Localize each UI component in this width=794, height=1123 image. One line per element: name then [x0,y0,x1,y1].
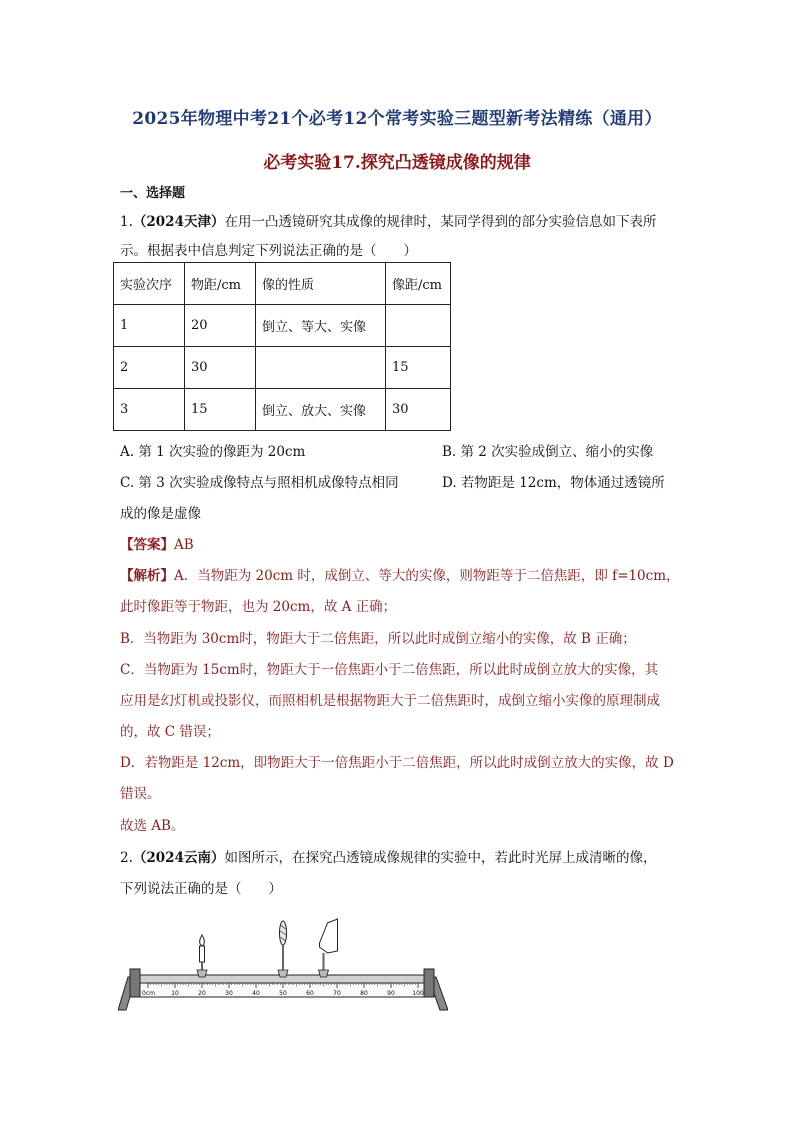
answer-line [120,533,194,553]
option-b: B. 第 2 次实验成倒立、缩小的实像 [442,444,654,460]
bench-right-post [424,969,434,997]
scale-tick-label: 20 [198,990,206,997]
lens-holder-base [278,970,288,977]
table-cell: 2 [114,347,185,389]
table-cell: 20 [185,305,256,347]
scale-tick-label: 50 [279,990,287,997]
analysis-line-3: B．当物距为 30cm时，物距大于二倍焦距，所以此时成倒立缩小的实像，故 B 正确； [120,631,636,647]
table-cell: 30 [386,389,451,431]
question-2-line-2: 下列说法正确的是（ ） [120,881,282,897]
table-cell [256,347,386,389]
question-number: 2. [120,850,133,866]
document-subtitle: 必考实验17.探究凸透镜成像的规律 [263,153,531,173]
table-cell: 15 [185,389,256,431]
candle-body [200,946,205,962]
table-cell: 1 [114,305,185,347]
scale-tick-label: 90 [387,990,395,997]
lens-holder-stem [282,945,284,970]
table-cell [386,305,451,347]
scale-tick-label: 80 [360,990,368,997]
analysis-line-8: 错误。 [120,786,161,802]
scale-tick-label: 100 [412,990,424,997]
light-screen [319,919,338,977]
question-source: （2024云南） [132,850,225,866]
question-text: 在用一凸透镜研究其成像的规律时，某同学得到的部分实验信息如下表所 [224,214,657,230]
analysis-line-7: D．若物距是 12cm，即物距大于一倍焦距小于二倍焦距，所以此时成倒立放大的实像，故 D [120,755,674,771]
table-header-cell: 像的性质 [256,263,386,305]
document-title: 2025年物理中考21个必考12个常考实验三题型新考法精练（通用） [132,109,662,129]
scale-tick-label: 60 [306,990,314,997]
option-d-continued: 成的像是虚像 [120,506,201,522]
table-cell: 倒立、放大、实像 [256,389,386,431]
table-header-cell: 实验次序 [114,263,185,305]
section-heading: 一、选择题 [120,186,186,201]
optical-bench-figure [118,905,448,1017]
question-source: （2024天津） [132,214,225,230]
analysis-label: 【解析】 [120,568,174,584]
question-1-line-1 [120,210,656,230]
table-cell: 30 [185,347,256,389]
scale-tick-label: 30 [225,990,233,997]
option-c: C. 第 3 次实验成像特点与照相机成像特点相同 [120,475,399,491]
table-row [114,347,451,389]
screen-holder-base [319,970,329,977]
scale-tick-label: 70 [333,990,341,997]
answer-value: AB [174,537,194,553]
bench-left-post [130,969,140,997]
analysis-line-2: 此时像距等于物距，也为 20cm，故 A 正确； [120,599,397,615]
table-row [114,305,451,347]
analysis-line-6: 的，故 C 错误； [120,724,220,740]
analysis-line-5: 应用是幻灯机或投影仪，而照相机是根据物距大于二倍焦距时，成倒立缩小实像的原理制成 [120,693,660,709]
question-1-line-2: 示。根据表中信息判定下列说法正确的是（ ） [120,243,417,259]
question-2-line-1 [120,846,656,866]
analysis-line-4: C．当物距为 15cm时，物距大于一倍焦距小于二倍焦距，所以此时成倒立放大的实像，其 [120,662,659,678]
analysis-text: A．当物距为 20cm 时，成倒立、等大的实像，则物距等于二倍焦距，即 f=10cm， [174,568,680,584]
experiment-table [113,262,451,431]
scale-tick-label: 10 [171,990,179,997]
table-cell: 倒立、等大、实像 [256,305,386,347]
option-d: D. 若物距是 12cm，物体通过透镜所 [442,475,665,491]
option-a: A. 第 1 次实验的像距为 20cm [120,444,306,460]
candle-holder-base [197,970,207,977]
conclusion-line: 故选 AB。 [120,818,185,834]
scale-tick-label: 40 [252,990,260,997]
table-cell: 15 [386,347,451,389]
analysis-line-1 [120,564,680,584]
question-text: 如图所示，在探究凸透镜成像规律的实验中，若此时光屏上成清晰的像， [224,850,657,866]
table-row [114,389,451,431]
flame-icon [200,935,205,946]
candle [197,935,207,977]
screen-holder-stem [323,953,325,970]
candle-holder-stem [201,962,203,970]
table-header-row [114,263,451,305]
table-header-cell: 像距/cm [386,263,451,305]
convex-lens [278,921,288,977]
screen-panel [320,919,338,953]
table-header-cell: 物距/cm [185,263,256,305]
answer-label: 【答案】 [120,537,174,553]
table-cell: 3 [114,389,185,431]
scale-unit-label: 0cm [142,990,155,997]
question-number: 1. [120,214,133,230]
